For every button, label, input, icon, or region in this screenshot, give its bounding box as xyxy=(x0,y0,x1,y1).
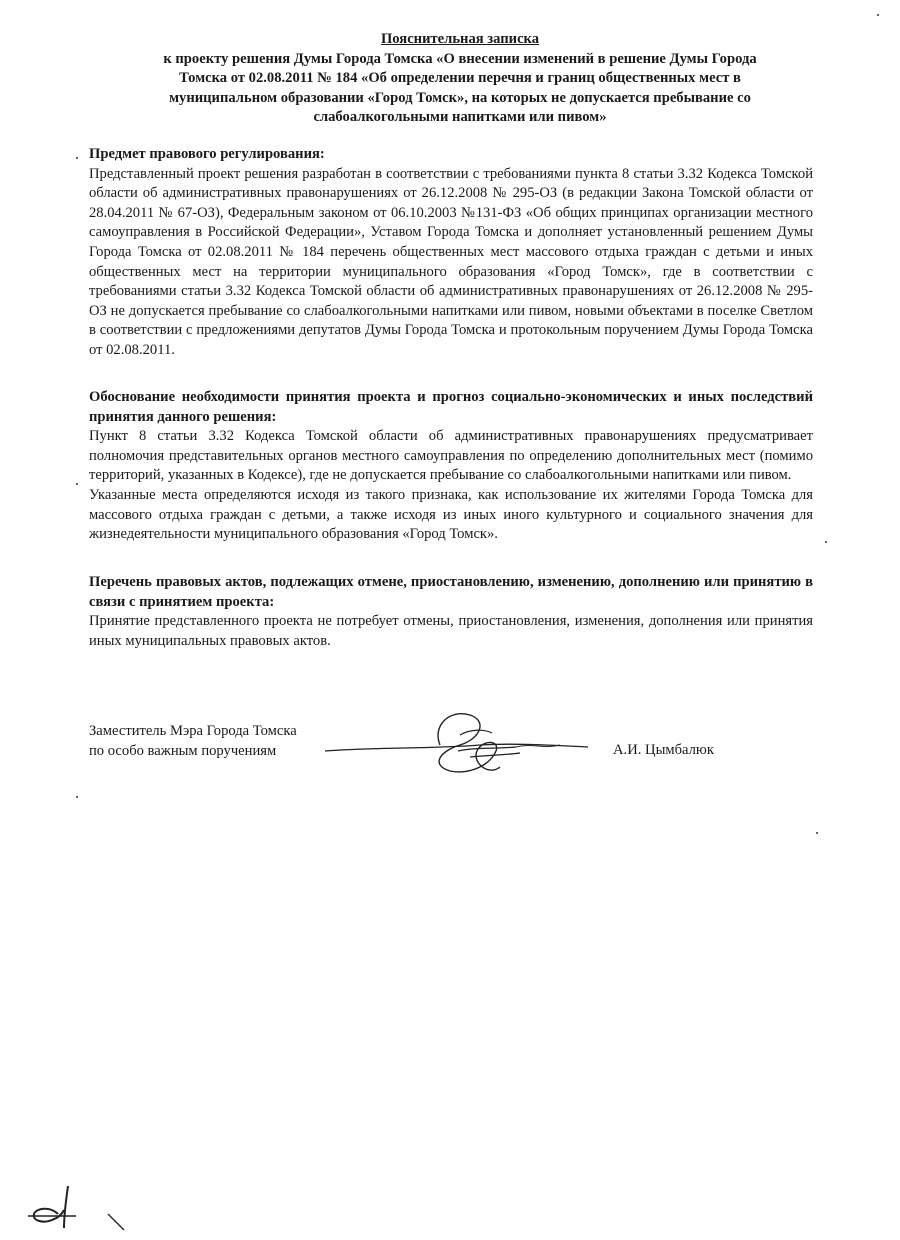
section-paragraph: Представленный проект решения разработан в соответствии с требованиями пункта 8 статьи 3.32 Кодекса Томской области об административных правонарушениях от 26.12.2008 № 295-ОЗ (в редакции Закона Томской области от 28.04.2011 № 67-ОЗ), Федеральным законом от 06.10.2003 №131-ФЗ «Об общих принципах организации местного самоуправления в Российской Федерации», Уставом Города Томска и дополняет установленный решением Думы Города Томска от 02.08.2011 № 184 перечень общественных мест массового отдыха граждан с детьми и иных общественных мест на территории муниципального образования «Город Томск», где в соответствии с требованиями статьи 3.32 Кодекса Томской области об административных правонарушениях от 26.12.2008 № 295-ОЗ не допускается пребывание со слабоалкогольными напитками или пивом, новыми объектами в поселке Светлом в соответствии с предложениями депутатов Думы Города Томска и протокольным поручением Думы Города Томска от 02.08.2011. xyxy=(89,165,813,358)
subtitle-line: к проекту решения Думы Города Томска «О внесении изменений в решение Думы Города xyxy=(163,50,757,67)
section-title: Перечень правовых актов, подлежащих отмене, приостановлению, изменению, дополнению или принятию в связи с принятием проекта: xyxy=(89,574,813,610)
document-title: Пояснительная записка xyxy=(380,31,540,47)
signatory-name: А.И. Цымбалюк xyxy=(613,742,714,758)
document-heading xyxy=(80,30,840,128)
section-legal-subject xyxy=(89,145,813,361)
section-paragraph: Пункт 8 статьи 3.32 Кодекса Томской области об административных правонарушениях предусматривает полномочия представительных органов местного самоуправления по определению дополнительных мест (помимо территорий, указанных в Кодексе), где не допускается пребывание со слабоалкогольными напитками или пивом. xyxy=(89,428,813,484)
subtitle-line: Томска от 02.08.2011 № 184 «Об определении перечня и границ общественных мест в xyxy=(179,70,741,87)
handwritten-signature xyxy=(320,705,595,785)
position-line: по особо важным поручениям xyxy=(89,742,277,759)
scan-speck xyxy=(825,541,827,543)
section-justification xyxy=(89,388,813,545)
scan-speck xyxy=(76,157,78,159)
scan-speck xyxy=(76,796,78,798)
handwritten-initial-mark xyxy=(28,1180,138,1240)
subtitle-line: слабоалкогольными напитками или пивом» xyxy=(313,109,607,126)
position-line: Заместитель Мэра Города Томска xyxy=(89,723,297,739)
scan-speck xyxy=(816,832,818,834)
scan-speck xyxy=(877,14,879,16)
scan-speck xyxy=(76,483,78,485)
subtitle-line: муниципальном образовании «Город Томск», на которых не допускается пребывание со xyxy=(169,89,751,106)
section-legal-acts xyxy=(89,573,813,651)
section-title: Предмет правового регулирования: xyxy=(89,146,325,162)
section-paragraph: Указанные места определяются исходя из такого признака, как использование их жителями Города Томска для массового отдыха граждан с детьми, а также исходя из иных иного культурного и социального значения для жизнедеятельности муниципального образования «Город Томск». xyxy=(89,486,813,543)
section-paragraph: Принятие представленного проекта не потребует отмены, приостановления, изменения, дополнения или принятия иных муниципальных правовых актов. xyxy=(89,613,813,649)
section-title: Обоснование необходимости принятия проекта и прогноз социально-экономических и иных последствий принятия данного решения: xyxy=(89,389,813,425)
signatory-position xyxy=(89,722,297,761)
